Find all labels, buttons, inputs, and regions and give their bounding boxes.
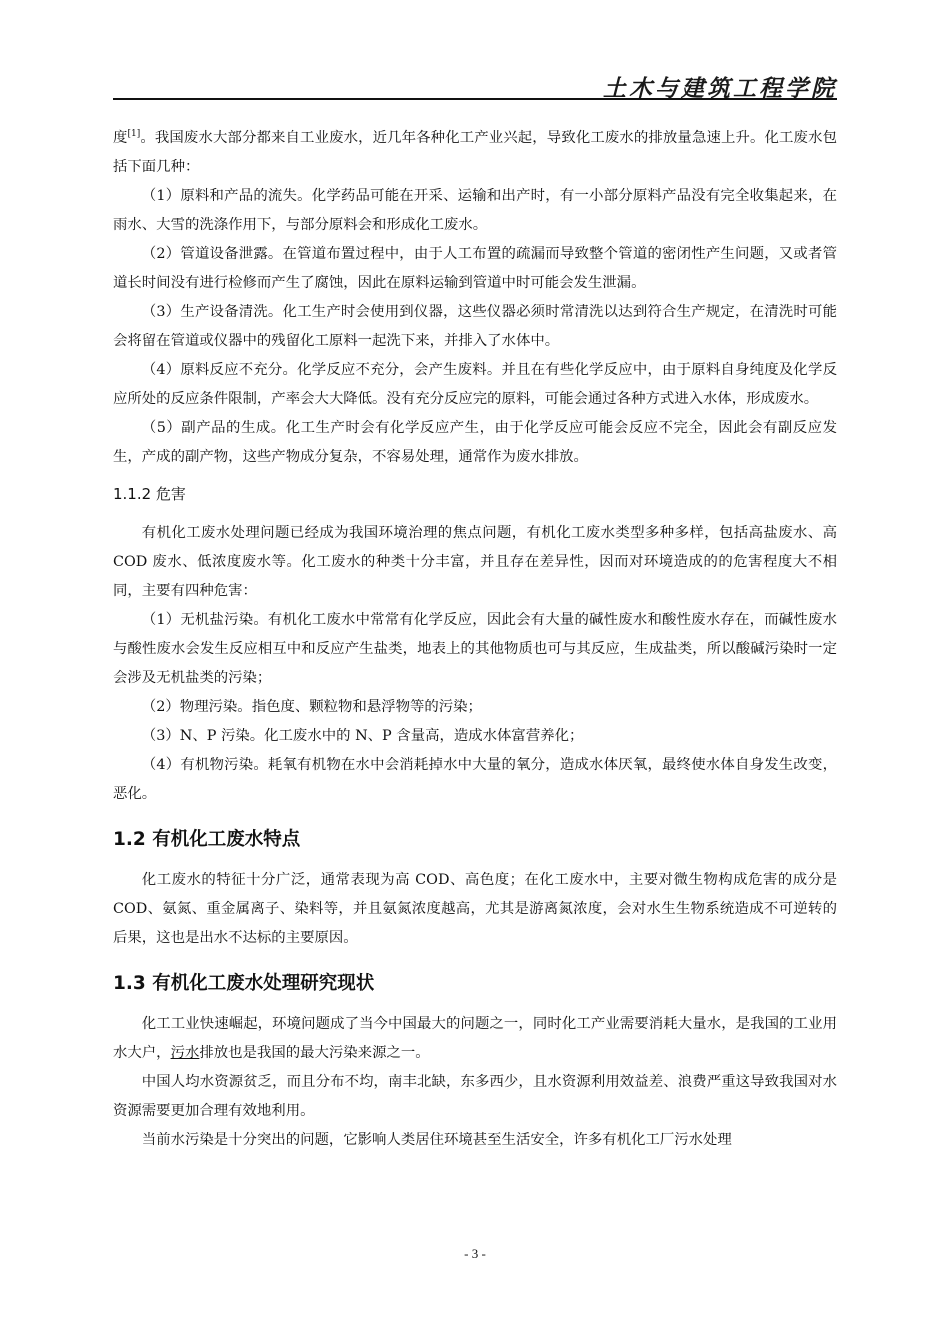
text-run: 。我国废水大部分都来自工业废水，近几年各种化工产业兴起，导致化工废水的排放量急速上升。化工废水包括下面几种： bbox=[113, 130, 837, 175]
paragraph: 化工废水的特征十分广泛，通常表现为高 COD、高色度；在化工废水中，主要对微生物构成危害的成分是 COD、氨氮、重金属离子、染料等，并且氨氮浓度越高，尤其是游离氮浓度，会对水生生物系统造成不可逆转的后果，这也是出水不达标的主要原因。 bbox=[113, 872, 837, 946]
paragraph: （2）管道设备泄露。在管道布置过程中，由于人工布置的疏漏而导致整个管道的密闭性产生问题，又或者管道长时间没有进行检修而产生了腐蚀，因此在原料运输到管道中时可能会发生泄漏。 bbox=[113, 246, 837, 291]
text-run: 度 bbox=[113, 130, 128, 146]
paragraph: （2）物理污染。指色度、颗粒物和悬浮物等的污染； bbox=[141, 699, 482, 715]
paragraph: 有机化工废水处理问题已经成为我国环境治理的焦点问题，有机化工废水类型多种多样，包括高盐废水、高 COD 废水、低浓度废水等。化工废水的种类十分丰富，并且存在差异性，因而对环境造成的的危害程度大不相同，主要有四种危害： bbox=[113, 525, 837, 599]
section-heading-1-3: 1.3 有机化工废水处理研究现状 bbox=[113, 973, 375, 994]
paragraph: 当前水污染是十分突出的问题，它影响人类居住环境甚至生活安全，许多有机化工厂污水处理 bbox=[141, 1132, 732, 1148]
section-heading-1-2: 1.2 有机化工废水特点 bbox=[113, 829, 301, 850]
page-body bbox=[113, 124, 837, 1155]
paragraph: （3）生产设备清洗。化工生产时会使用到仪器，这些仪器必须时常清洗以达到符合生产规定，在清洗时可能会将留在管道或仪器中的残留化工原料一起洗下来，并排入了水体中。 bbox=[113, 304, 837, 349]
header-rule bbox=[113, 98, 837, 100]
paragraph: （5）副产品的生成。化工生产时会有化学反应产生，由于化学反应可能会反应不完全，因此会有副反应发生，产成的副产物，这些产物成分复杂，不容易处理，通常作为废水排放。 bbox=[113, 420, 837, 465]
underlined-link[interactable]: 污水 bbox=[170, 1045, 200, 1061]
header-brand-logo: 土木与建筑工程学院 bbox=[603, 75, 837, 102]
paragraph: 中国人均水资源贫乏，而且分布不均，南丰北缺，东多西少，且水资源利用效益差、浪费严重这导致我国对水资源需要更加合理有效地利用。 bbox=[113, 1074, 837, 1119]
paragraph: （4）原料反应不充分。化学反应不充分，会产生废料。并且在有些化学反应中，由于原料自身纯度及化学反应所处的反应条件限制，产率会大大降低。没有充分反应完的原料，可能会通过各种方式进入水体，形成废水。 bbox=[113, 362, 837, 407]
page-number: - 3 - bbox=[464, 1246, 486, 1261]
section-heading-1-1-2: 1.1.2 危害 bbox=[113, 485, 186, 503]
paragraph: （1）原料和产品的流失。化学药品可能在开采、运输和出产时，有一小部分原料产品没有完全收集起来，在雨水、大雪的洗涤作用下，与部分原料会和形成化工废水。 bbox=[113, 188, 837, 233]
text-run: 化工工业快速崛起，环境问题成了当今中国最大的问题之一，同时化工产业需要消耗大量水，是我国的工业用水大户， bbox=[113, 1016, 837, 1061]
paragraph: （3）N、P 污染。化工废水中的 N、P 含量高，造成水体富营养化； bbox=[141, 728, 584, 744]
paragraph bbox=[113, 124, 837, 182]
paragraph: （4）有机物污染。耗氧有机物在水中会消耗掉水中大量的氧分，造成水体厌氧，最终使水体自身发生改变，恶化。 bbox=[113, 757, 837, 802]
text-run: 排放也是我国的最大污染来源之一。 bbox=[199, 1045, 430, 1061]
paragraph bbox=[113, 1010, 837, 1068]
paragraph: （1）无机盐污染。有机化工废水中常常有化学反应，因此会有大量的碱性废水和酸性废水存在，而碱性废水与酸性废水会发生反应相互中和反应产生盐类，地表上的其他物质也可与其反应，生成盐类，所以酸碱污染时一定会涉及无机盐类的污染； bbox=[113, 612, 837, 686]
citation-superscript[interactable]: [1] bbox=[127, 129, 141, 140]
